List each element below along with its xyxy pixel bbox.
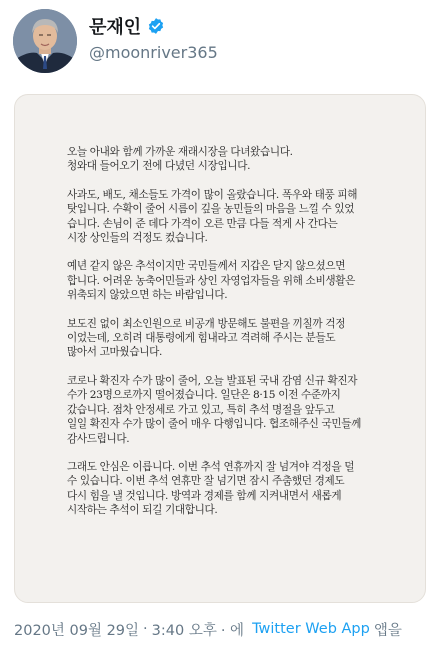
letter-line: 합니다. 어려운 농축어민들과 상인 자영업자들을 위해 소비생활은 — [67, 274, 355, 287]
letter-paragraph — [67, 145, 387, 174]
letter-line: 많아서 고마웠습니다. — [67, 346, 162, 359]
letter-line: 수가 23명으로까지 떨어졌습니다. 일단은 8·15 이전 수준까지 — [67, 389, 341, 402]
name-row — [89, 13, 165, 39]
display-name[interactable]: 문재인 — [89, 17, 142, 38]
letter-line: 수 있습니다. 이번 추석 연휴만 잘 넘기면 잠시 주춤했던 경제도 — [67, 475, 345, 488]
letter-paragraph — [67, 374, 387, 446]
tweet-footer — [14, 618, 402, 640]
letter-text — [67, 145, 387, 532]
tweet-header — [0, 0, 439, 80]
source-app-link[interactable]: Twitter Web App — [252, 621, 370, 637]
letter-line: 그래도 안심은 이릅니다. 이번 추석 연휴까지 잘 넘겨야 걱정을 덜 — [67, 460, 355, 473]
letter-line: 예년 같지 않은 추석이지만 국민들께서 지갑은 닫지 않으셨으면 — [67, 260, 346, 273]
tweet-time[interactable]: 3:40 오후 — [151, 622, 217, 639]
letter-line: 사과도, 배도, 채소들도 가격이 많이 올랐습니다. 폭우와 태풍 피해 — [67, 188, 358, 201]
letter-paragraph — [67, 259, 387, 302]
letter-paragraph — [67, 460, 387, 518]
letter-line: 위축되지 않았으면 하는 바람입니다. — [67, 289, 228, 302]
letter-line: 코로나 확진자 수가 많이 줄어, 오늘 발표된 국내 감염 신규 확진자 — [67, 374, 358, 387]
letter-line: 탓입니다. 수확이 줄어 시름이 깊을 농민들의 마음을 느낄 수 있었 — [67, 203, 355, 216]
avatar[interactable] — [13, 9, 77, 73]
tweet-date[interactable]: 2020년 09월 29일 — [14, 622, 140, 639]
letter-line: 시작하는 추석이 되길 기대합니다. — [67, 504, 218, 517]
letter-line: 다시 힘을 낼 것입니다. 방역과 경제를 함께 지켜내면서 새롭게 — [67, 489, 342, 502]
letter-line: 이었는데, 오히려 대통령에게 힘내라고 격려해 주시는 분들도 — [67, 332, 336, 345]
letter-line: 감사드립니다. — [67, 432, 130, 445]
letter-paragraph — [67, 317, 387, 360]
letter-line: 청와대 들어오기 전에 다녔던 시장입니다. — [67, 160, 251, 173]
avatar-image — [13, 9, 77, 73]
user-handle[interactable]: @moonriver365 — [89, 43, 218, 62]
separator-dot: · — [143, 621, 148, 637]
letter-line: 오늘 아내와 함께 가까운 재래시장을 다녀왔습니다. — [67, 146, 293, 158]
letter-line: 일일 확진자 수가 많이 줄어 매우 다행입니다. 협조해주신 국민들께 — [67, 418, 362, 431]
letter-line: 습니다. 손님이 준 데다 가격이 오른 만큼 다들 적게 사 간다는 — [67, 217, 338, 230]
letter-paragraph — [67, 188, 387, 246]
footer-tail-text: 앱을 — [373, 622, 402, 639]
verified-badge-icon — [147, 17, 165, 35]
via-prefix: · 에 — [220, 622, 245, 639]
letter-line: 보도진 없이 최소인원으로 비공개 방문해도 불편을 끼칠까 걱정 — [67, 317, 346, 330]
letter-line: 시장 상인들의 걱정도 컸습니다. — [67, 232, 208, 245]
attached-letter-image[interactable] — [14, 94, 426, 603]
letter-line: 갔습니다. 점차 안정세로 가고 있고, 특히 추석 명절을 앞두고 — [67, 403, 335, 416]
